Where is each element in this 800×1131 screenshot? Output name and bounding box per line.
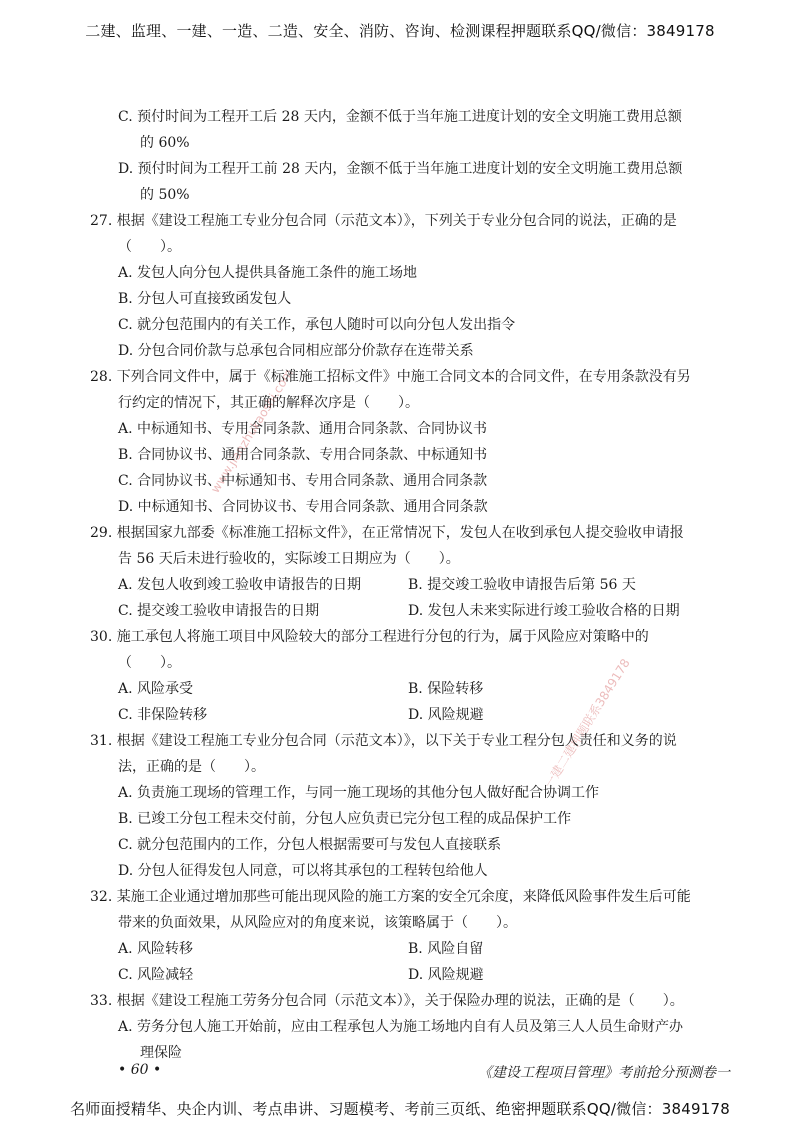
option-line	[90, 702, 730, 728]
page-number: • 60 •	[118, 1062, 162, 1078]
option-line	[90, 260, 730, 286]
option-line	[90, 754, 730, 780]
option-line	[90, 104, 730, 130]
question-stem-line	[90, 208, 730, 234]
line-text: 31. 根据《建设工程施工专业分包合同（示范文本）》，以下关于专业工程分包人责任和义务的说	[90, 733, 677, 749]
line-text-col2: B. 保险转移	[408, 681, 484, 697]
line-text: D. 分包合同价款与总承包合同相应部分价款存在连带关系	[118, 343, 474, 359]
line-text: C. 风险减轻	[118, 967, 194, 983]
line-text: 30. 施工承包人将施工项目中风险较大的部分工程进行分包的行为，属于风险应对策略中的	[90, 629, 649, 645]
option-line	[90, 234, 730, 260]
top-contact-banner: 二建、监理、一建、一造、二造、安全、消防、咨询、检测课程押题联系QQ/微信：3849178	[85, 22, 715, 40]
question-stem-line	[90, 884, 730, 910]
line-text: A. 风险转移	[118, 941, 194, 957]
page-footer	[90, 1062, 730, 1084]
option-line	[90, 156, 730, 182]
option-line	[90, 598, 730, 624]
line-text: A. 发包人收到竣工验收申请报告的日期	[118, 577, 362, 593]
line-text: B. 已竣工分包工程未交付前，分包人应负责已完分包工程的成品保护工作	[118, 811, 572, 827]
question-stem-line	[90, 728, 730, 754]
option-line	[90, 546, 730, 572]
line-text-col2: D. 发包人未来实际进行竣工验收合格的日期	[408, 603, 680, 619]
watermark: 一建二建押题联系3849178	[541, 656, 633, 791]
line-text: C. 预付时间为工程开工后 28 天内，金额不低于当年施工进度计划的安全文明施工费用总额	[118, 109, 682, 125]
line-text: B. 分包人可直接致函发包人	[118, 291, 292, 307]
option-line	[90, 390, 730, 416]
line-text: 理保险	[140, 1045, 182, 1061]
watermark: www.jianzhukaoshi.com	[208, 366, 296, 496]
option-line	[90, 1014, 730, 1040]
line-text: B. 合同协议书、通用合同条款、专用合同条款、中标通知书	[118, 447, 488, 463]
line-text: D. 分包人征得发包人同意，可以将其承包的工程转包给他人	[118, 863, 488, 879]
line-text-col2: D. 风险规避	[408, 967, 484, 983]
continuation-line	[90, 182, 730, 208]
line-text: 的 50%	[140, 187, 190, 203]
option-line	[90, 936, 730, 962]
option-line	[90, 962, 730, 988]
question-list	[90, 104, 730, 1066]
line-text-col2: B. 风险自留	[408, 941, 484, 957]
line-text: C. 就分包范围内的有关工作，承包人随时可以向分包人发出指令	[118, 317, 516, 333]
line-text: （ ）。	[118, 239, 181, 255]
book-title: 《建设工程项目管理》考前抢分预测卷一	[478, 1065, 730, 1081]
option-line	[90, 572, 730, 598]
line-text: C. 提交竣工验收申请报告的日期	[118, 603, 320, 619]
line-text: A. 风险承受	[118, 681, 194, 697]
line-text: D. 预付时间为工程开工前 28 天内，金额不低于当年施工进度计划的安全文明施工费用总额	[118, 161, 683, 177]
line-text: C. 合同协议书、中标通知书、专用合同条款、通用合同条款	[118, 473, 488, 489]
line-text: （ ）。	[118, 655, 181, 671]
option-line	[90, 494, 730, 520]
line-text: 29. 根据国家九部委《标准施工招标文件》，在正常情况下，发包人在收到承包人提交验收申请报	[90, 525, 684, 541]
line-text: D. 中标通知书、合同协议书、专用合同条款、通用合同条款	[118, 499, 488, 515]
option-line	[90, 910, 730, 936]
line-text: A. 劳务分包人施工开始前，应由工程承包人为施工场地内自有人员及第三人人员生命财产办	[118, 1019, 684, 1035]
question-stem-line	[90, 624, 730, 650]
continuation-line	[90, 130, 730, 156]
question-stem-line	[90, 520, 730, 546]
line-text: A. 中标通知书、专用合同条款、通用合同条款、合同协议书	[118, 421, 488, 437]
line-text: 行约定的情况下，其正确的解释次序是（ ）。	[118, 395, 419, 411]
option-line	[90, 780, 730, 806]
option-line	[90, 442, 730, 468]
line-text: A. 发包人向分包人提供具备施工条件的施工场地	[118, 265, 418, 281]
line-text: 28. 下列合同文件中，属于《标准施工招标文件》中施工合同文本的合同文件，在专用条款没有另	[90, 369, 691, 385]
option-line	[90, 832, 730, 858]
line-text-col2: D. 风险规避	[408, 707, 484, 723]
line-text: 告 56 天后未进行验收的，实际竣工日期应为（ ）。	[118, 551, 460, 567]
line-text-col2: B. 提交竣工验收申请报告后第 56 天	[408, 577, 636, 593]
option-line	[90, 338, 730, 364]
option-line	[90, 416, 730, 442]
line-text: A. 负责施工现场的管理工作，与同一施工现场的其他分包人做好配合协调工作	[118, 785, 600, 801]
question-stem-line	[90, 364, 730, 390]
option-line	[90, 858, 730, 884]
question-stem-line	[90, 988, 730, 1014]
option-line	[90, 806, 730, 832]
option-line	[90, 650, 730, 676]
line-text: 的 60%	[140, 135, 190, 151]
option-line	[90, 312, 730, 338]
line-text: C. 非保险转移	[118, 707, 208, 723]
line-text: 27. 根据《建设工程施工专业分包合同（示范文本）》，下列关于专业分包合同的说法，正确的是	[90, 213, 677, 229]
line-text: 32. 某施工企业通过增加那些可能出现风险的施工方案的安全冗余度，来降低风险事件发生后可能	[90, 889, 691, 905]
line-text: 33. 根据《建设工程施工劳务分包合同（示范文本）》，关于保险办理的说法，正确的是（ ）。	[90, 993, 684, 1009]
line-text: 带来的负面效果，从风险应对的角度来说，该策略属于（ ）。	[118, 915, 517, 931]
bottom-contact-banner: 名师面授精华、央企内训、考点串讲、习题模考、考前三页纸、绝密押题联系QQ/微信：3849178	[70, 1100, 730, 1118]
option-line	[90, 676, 730, 702]
line-text: 法，正确的是（ ）。	[118, 759, 265, 775]
option-line	[90, 286, 730, 312]
line-text: C. 就分包范围内的工作，分包人根据需要可与发包人直接联系	[118, 837, 502, 853]
option-line	[90, 468, 730, 494]
